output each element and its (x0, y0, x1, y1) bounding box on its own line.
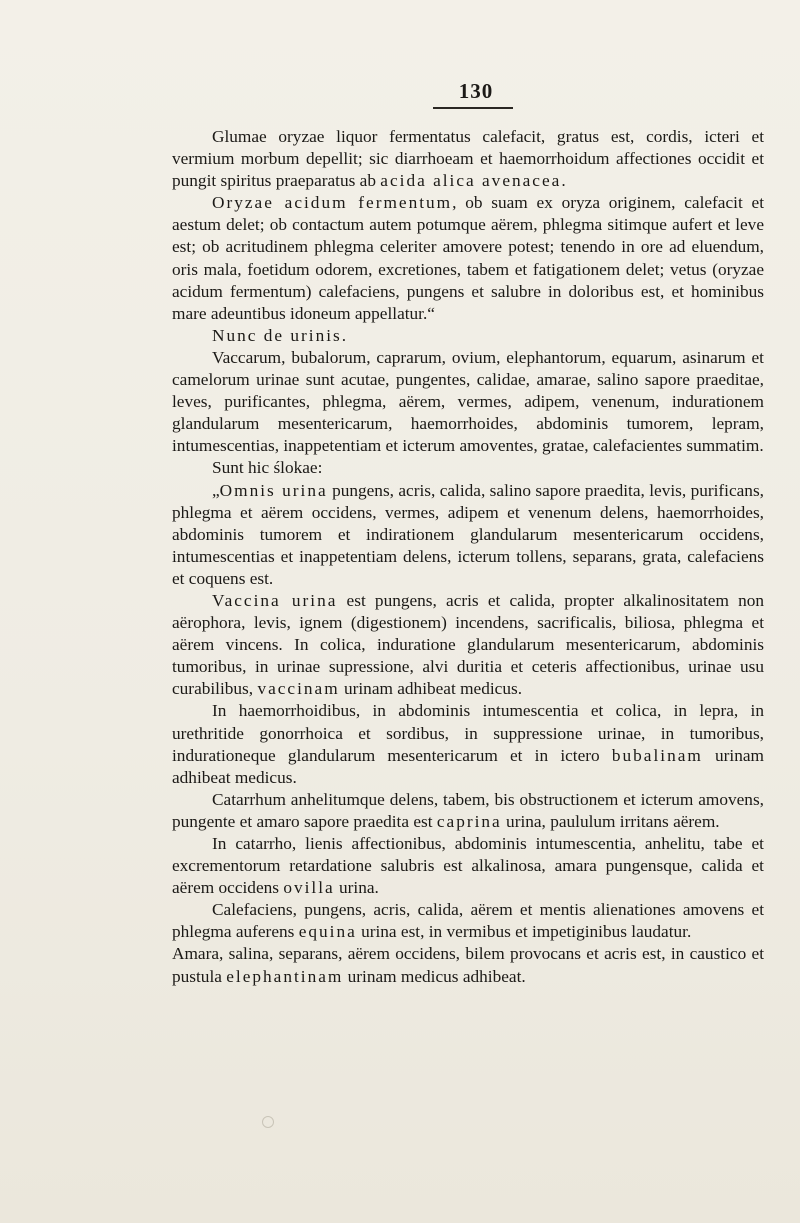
spaced-emphasis: Nunc de urinis (212, 325, 342, 345)
spaced-emphasis: Oryzae acidum fermentum (212, 193, 453, 213)
paragraph (172, 590, 764, 700)
text-run: urinam adhibeat medicus. (339, 679, 523, 699)
paragraph (172, 192, 764, 325)
spaced-emphasis: bubalinam (611, 745, 703, 765)
text-run: pungens, acris, calida, salino sapore praedita, levis, purificans, phlegma et aërem occidens, vermes, adipem et venenum delens, haemorrhoides, abdominis tumorem et indirationem glandularum mesentericarum occidens, intumescentias et inappetentiam delens, icterum tollens, separans, grata, calefaciens et coquens est. (172, 480, 764, 588)
text-run: In haemorrhoidibus, in abdominis intumescentia et colica, in lepra, in urethritide gonorrhoica et sordibus, in suppressione urinae, in tumoribus, indurationeque glandularum mesentericarum et in ictero (172, 701, 764, 765)
text-run: urina, paululum irritans aërem. (501, 811, 720, 831)
text-run: Calefaciens, pungens, acris, calida, aërem et mentis alienationes amovens et phlegma auferens (172, 900, 764, 942)
text-run: Sunt hic ślokae: (212, 458, 323, 478)
section-heading (172, 325, 764, 347)
spaced-emphasis: vaccinam (257, 679, 340, 699)
spaced-emphasis: Omnis urina (219, 480, 328, 500)
text-run: , ob suam ex oryza originem, calefacit et aestum delet; ob contactum autem potumque aërem, phlegma sitimque aufert et leve est; ob acritudinem phlegma celeriter amovere potest; tenendo in ore ad eluendum, oris mala, foetidum odorem, excretiones, tabem et fatigationem delet; vetus (oryzae acidum fermentum) calefaciens, pungens et salubre in doloribus est, et hominibus mare adeuntibus idoneum appellatur.“ (172, 193, 764, 323)
page-number: 130 (458, 79, 494, 103)
text-run: In catarrho, lienis affectionibus, abdominis intumescentia, anhelitu, tabe et excrementorum retardatione salubris est alkalinosa, amara pungensque, calida et aërem occidens (172, 834, 764, 898)
text-run: . (341, 325, 347, 345)
spaced-emphasis: caprina (436, 811, 502, 831)
text-run: Vaccarum, bubalorum, caprarum, ovium, elephantorum, equarum, asinarum et camelorum urinae sunt acutae, pungentes, calidae, amarae, salino sapore praeditae, leves, purificantes, phlegma, aërem, vermes, adipem, venenum, indurationem glandularum mesentericarum, haemorrhoides, abdominis tumorem, lepram, intumescentias, inappetentiam et icterum amoventes, gratae, calefacientes summatim. (172, 347, 764, 456)
text-run: urinam adhibeat medicus. (172, 745, 764, 787)
text-run: urinam medicus adhibeat. (343, 966, 526, 986)
spaced-emphasis: Vaccina urina (212, 590, 338, 610)
paragraph (172, 899, 764, 943)
text-run: Catarrhum anhelitumque delens, tabem, bis obstructionem et icterum amovens, pungente et amaro sapore praedita est (172, 789, 764, 831)
text-run: urina. (334, 878, 379, 898)
spaced-emphasis: equina (298, 922, 357, 942)
print-blemish (262, 1116, 274, 1128)
spaced-emphasis: ovilla (283, 878, 335, 898)
paragraph (172, 126, 764, 192)
paragraph (172, 347, 764, 457)
paragraph (172, 480, 764, 590)
paragraph (172, 833, 764, 899)
spaced-emphasis: acida alica avenacea (380, 171, 562, 191)
paragraph (172, 789, 764, 833)
text-run: „ (212, 480, 220, 500)
spaced-emphasis: elephantinam (226, 966, 344, 986)
text-run: urina est, in vermibus et impetiginibus laudatur. (356, 922, 692, 942)
text-run: . (561, 171, 566, 191)
paragraph (172, 700, 764, 788)
text-run: Glumae oryzae liquor fermentatus calefacit, gratus est, cordis, icteri et vermium morbum depellit; sic diarrhoeam et haemorrhoidum affectiones occidit et pungit spiritus praeparatus ab (172, 127, 764, 191)
text-run: Amara, salina, separans, aërem occidens, bilem provocans et acris est, in caustico et pustula (172, 944, 764, 986)
paragraph (172, 457, 764, 479)
body-text (172, 126, 764, 988)
text-run: est pungens, acris et calida, propter alkalinositatem non aërophora, levis, ignem (digestionem) incendens, sacrificalis, biliosa, phlegma et aërem vincens. In colica, induratione glandularum mesentericarum, abdominis tumoribus, in urinae supressione, alvi duritia et ceteris affectionibus, urinae usu curabilibus, (172, 590, 764, 699)
header-rule (433, 107, 513, 109)
paragraph (172, 943, 764, 987)
